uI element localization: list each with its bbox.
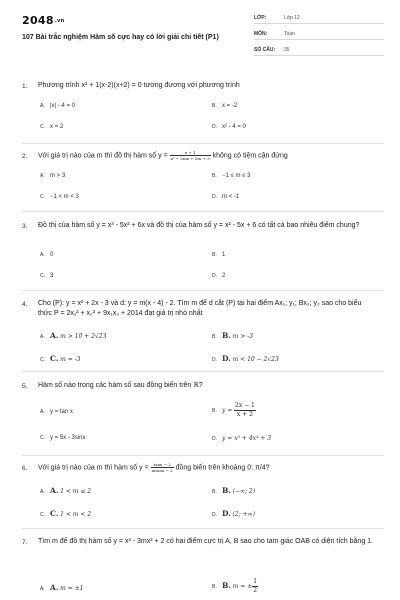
meta-row-count <box>254 45 384 56</box>
meta-row-grade <box>254 13 384 24</box>
fraction: $\frac{x + 1}{\text{x² − 2mx + 2m + 3}}$ <box>170 150 210 161</box>
option-c[interactable]: C. C. m = -3 <box>40 354 81 363</box>
divider <box>22 455 384 456</box>
option-c[interactable]: C. C. 1 < m < 2 <box>40 509 92 518</box>
fraction: $\frac{2x - 1}{x + 2}$ <box>235 402 255 418</box>
option-a[interactable]: A. A. m = ±1 <box>40 583 84 592</box>
site-logo[interactable] <box>22 14 64 27</box>
question-text: Cho (P): y = x² + 2x - 3 và d: y = m(x - 4) - 2. Tìm m để d cắt (P) tại hai điểm Ax₁; y₁; Bx₂; y₂ sao cho biểu thức P = 2x₁² + x₂² + 9x₁x₂ + 2014 đạt giá trị nhỏ nhất <box>38 300 362 317</box>
option-d[interactable]: D. x² - 4 = 0 <box>212 124 246 130</box>
option-b[interactable]: B. x = -2 <box>212 103 238 109</box>
question-number: 7. <box>22 539 28 546</box>
option-a[interactable]: A. 0 <box>40 252 54 258</box>
option-a[interactable]: A. A. m > 10 + 2√23 <box>40 331 107 340</box>
divider <box>22 290 384 291</box>
option-d[interactable]: D. 2 <box>212 273 226 279</box>
divider <box>22 371 384 372</box>
option-a[interactable]: A. A. 1 < m ≤ 2 <box>40 486 92 495</box>
question-text: Phương trình x² + 1(x-2)(x+2) = 0 tương đương với phương trình <box>38 82 240 89</box>
divider <box>22 211 384 212</box>
meta-value: Lớp 12 <box>284 15 300 21</box>
option-b[interactable]: B. y = $\frac{2x - 1}{x + 2}$ <box>212 402 255 418</box>
meta-key: LỚP: <box>254 15 267 21</box>
fraction: $\frac{1}{2}$ <box>253 578 258 594</box>
logo-main: 2048 <box>22 14 54 27</box>
option-d[interactable]: D. m < -1 <box>212 194 240 200</box>
option-c[interactable]: C. −1 < m < 3 <box>40 194 79 200</box>
meta-row-subject <box>254 29 384 40</box>
option-b[interactable]: B. B. (−∞; 2) <box>212 486 256 495</box>
option-c[interactable]: C. x = 2 <box>40 124 64 130</box>
question-number: 5. <box>22 383 28 390</box>
document-title: 107 Bài trắc nghiệm Hàm số cực hay có lời giải chi tiết (P1) <box>22 34 219 41</box>
divider <box>22 143 384 144</box>
meta-value: 35 <box>284 47 290 53</box>
option-d[interactable]: D. y = x³ + 4x² + 3 <box>212 435 272 442</box>
meta-value: Toán <box>284 31 295 37</box>
question-text: Với giá trị nào của m thì hàm số y = $\frac{\tan x - 2}{mtanx - 2}$ đồng biến trên khoảng 0; π/4? <box>38 462 270 473</box>
fraction: $\frac{\tan x - 2}{mtanx - 2}$ <box>151 462 173 473</box>
question-number: 6. <box>22 465 28 472</box>
option-b[interactable]: B. 1 <box>212 252 226 258</box>
logo-sub: .vn <box>54 18 65 24</box>
option-c[interactable]: C. y = 5x - 3sinx <box>40 435 86 441</box>
option-a[interactable]: A. y = tan x <box>40 409 73 415</box>
option-c[interactable]: C. 3 <box>40 273 54 279</box>
divider <box>22 528 384 529</box>
option-d[interactable]: D. D. m < 10 − 2√23 <box>212 354 279 363</box>
question-number: 4. <box>22 301 28 308</box>
question-number: 1. <box>22 83 28 90</box>
question-number: 3. <box>22 223 28 230</box>
option-b[interactable]: B. B. m > -3 <box>212 331 254 340</box>
question-text: Với giá trị nào của m thì đồ thị hàm số y = $\frac{x + 1}{\text{x² − 2mx + 2m + 3}}$ không có tiệm cận đứng <box>38 150 288 161</box>
document-header <box>0 0 400 70</box>
option-a[interactable]: A. |x| - 4 = 0 <box>40 103 75 109</box>
question-text: Hàm số nào trong các hàm số sau đồng biến trên ℝ? <box>38 382 203 389</box>
meta-key: MÔN: <box>254 31 268 37</box>
option-b[interactable]: B. −1 ≤ m ≤ 3 <box>212 173 251 179</box>
option-d[interactable]: D. D. (2; +∞) <box>212 509 255 518</box>
question-text: Tìm m để đồ thị hàm số y = x³ - 3mx² + 2 có hai điểm cực trị A, B sao cho tam giác OAB có diện tích bằng 1. <box>38 538 373 545</box>
question-number: 2. <box>22 153 28 160</box>
option-a[interactable]: A. m > 3 <box>40 173 66 179</box>
meta-key: SỐ CÂU: <box>254 47 276 53</box>
option-b[interactable]: B. B. m = ± $\frac{1}{2}$ <box>212 578 258 594</box>
question-text: Đồ thị của hàm số y = x³ - 5x² + 6x và đồ thị của hàm số y = x² - 5x + 6 có tất cả bao nhiêu điểm chung? <box>38 222 360 229</box>
